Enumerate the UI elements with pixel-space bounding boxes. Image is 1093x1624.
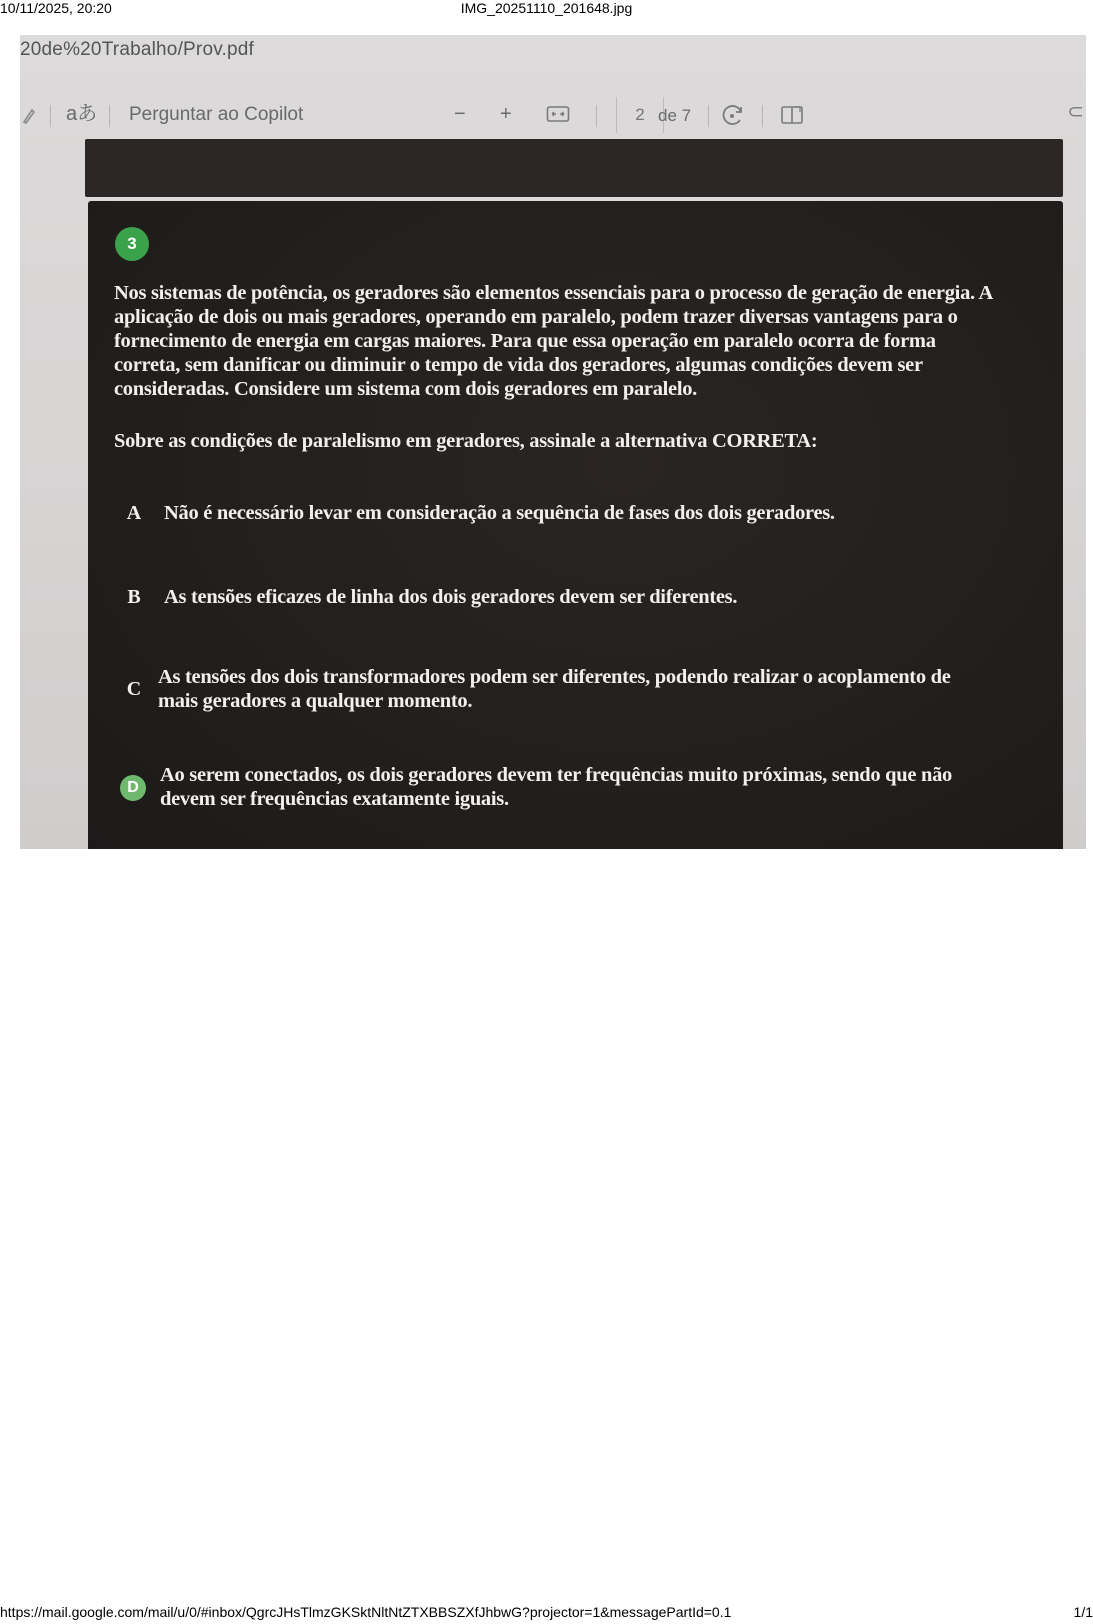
read-aloud-icon[interactable]: aあ: [66, 103, 98, 125]
print-page-count: 1/1: [1073, 1604, 1093, 1620]
print-footer: [0, 1604, 1093, 1620]
toolbar-divider: [109, 105, 110, 127]
fit-width-icon[interactable]: [546, 104, 570, 129]
option-text: As tensões eficazes de linha dos dois geradores devem ser diferentes.: [164, 586, 738, 608]
screen-photo: [20, 35, 1086, 849]
option-text: Ao serem conectados, os dois geradores devem ter frequências muito próximas, sendo que não devem ser frequências exatamente iguais.: [160, 764, 953, 810]
page-number-input[interactable]: [616, 97, 664, 133]
rotate-icon[interactable]: [720, 104, 746, 133]
option-letter: B: [127, 586, 141, 608]
print-datetime: 10/11/2025, 20:20: [0, 0, 112, 16]
toolbar-divider: [50, 105, 51, 127]
draw-icon[interactable]: [22, 106, 36, 129]
question-card: [88, 201, 1063, 849]
address-text: 20de%20Trabalho/Prov.pdf: [20, 39, 255, 60]
option-text: As tensões dos dois transformadores podem ser diferentes, podendo realizar o acoplamento de mais geradores a qualquer momento.: [158, 666, 951, 712]
toolbar-divider: [762, 105, 763, 127]
page-total-label: de 7: [658, 106, 692, 125]
question-prompt: Sobre as condições de paralelismo em geradores, assinale a alternativa CORRETA:: [114, 430, 818, 452]
question-statement: Nos sistemas de potência, os geradores são elementos essenciais para o processo de geração de energia. A aplicação de dois ou mais geradores, operando em paralelo, podem trazer diversas vantagens para o fornecimento de energia em cargas maiores. Para que essa operação em paralelo ocorra de forma correta, sem danificar ou diminuir o tempo de vida dos geradores, algumas condições devem ser consideradas. Considere um sistema com dois geradores em paralelo.: [114, 282, 992, 400]
ask-copilot-button[interactable]: Perguntar ao Copilot: [129, 104, 304, 125]
zoom-in-icon[interactable]: +: [500, 103, 512, 125]
pdf-previous-block: [85, 139, 1063, 197]
page-number-value: 2: [635, 105, 645, 124]
question-number-badge: 3: [115, 227, 149, 261]
pdf-toolbar: [20, 95, 1086, 135]
print-title: IMG_20251110_201648.jpg: [460, 0, 633, 16]
toolbar-divider: [708, 105, 709, 127]
selected-answer-badge: D: [120, 775, 146, 801]
option-letter: A: [126, 502, 142, 524]
two-page-icon[interactable]: [780, 104, 806, 131]
toolbar-divider: [596, 105, 597, 127]
print-url: https://mail.google.com/mail/u/0/#inbox/QgrcJHsTlmzGKSktNltNtZTXBBSZXfJhbwG?projector=1&messagePartId=0.1: [0, 1604, 732, 1620]
more-icon[interactable]: ⊂: [1067, 101, 1084, 123]
zoom-out-icon[interactable]: −: [454, 103, 466, 125]
option-text: Não é necessário levar em consideração a sequência de fases dos dois geradores.: [164, 502, 835, 524]
address-bar[interactable]: [20, 39, 254, 69]
print-header: [0, 0, 1093, 16]
option-letter: C: [126, 678, 142, 700]
